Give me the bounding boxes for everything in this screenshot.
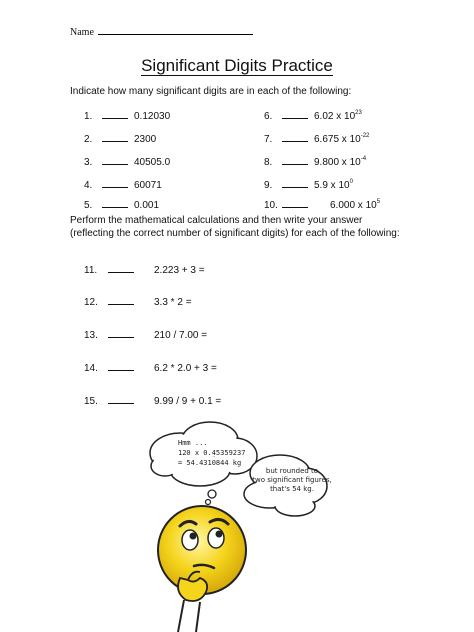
answer-blank[interactable] [102,199,128,208]
name-field-row [70,26,253,38]
thought-text: Hmm ... 120 x 0.45359237 = 54.4310844 kg [178,439,246,467]
question-15: 15. 9.99 / 9 + 0.1 = [84,396,222,407]
answer-blank[interactable] [102,179,128,188]
question-1: 1. 0.12030 [84,111,171,122]
eye-left [182,530,198,550]
question-8: 8. 9.800 x $10^{-4}$ [264,156,367,168]
question-9: 9. 5.9 x $10^0$ [264,179,353,191]
answer-blank[interactable] [102,110,128,119]
answer-blank[interactable] [282,179,308,188]
answer-blank[interactable] [102,133,128,142]
question-5: 5. 0.001 [84,200,160,211]
answer-blank[interactable] [108,362,134,371]
question-7: 7. 6.675 x $10^{-22}$ [264,133,370,145]
speech-text: but rounded to two significant figures, that's 54 kg. [252,467,332,493]
answer-blank[interactable] [282,156,308,165]
question-10: 10. 6.000 x $10^5$ [264,199,381,211]
answer-blank[interactable] [282,110,308,119]
answer-blank[interactable] [282,199,308,208]
name-label: Name [70,27,94,38]
question-11: 11. 2.223 + 3 = [84,265,205,276]
question-2: 2. 2300 [84,134,157,145]
section2-instructions: Perform the mathematical calculations and then write your answer (reflecting the correct number of significant digits) for each of the following: [70,215,400,239]
answer-blank[interactable] [108,329,134,338]
answer-blank[interactable] [108,296,134,305]
question-6: 6. 6.02 x $10^{23}$ [264,110,362,122]
question-12: 12. 3.3 * 2 = [84,297,192,308]
question-13: 13. 210 / 7.00 = [84,330,208,341]
question-3: 3. 40505.0 [84,157,171,168]
answer-blank[interactable] [102,156,128,165]
answer-blank[interactable] [108,395,134,404]
question-14: 14. 6.2 * 2.0 + 3 = [84,363,217,374]
answer-blank[interactable] [108,264,134,273]
eye-right [208,528,224,548]
question-4: 4. 60071 [84,180,162,191]
answer-blank[interactable] [282,133,308,142]
section1-instructions: Indicate how many significant digits are in each of the following: [70,86,352,97]
thought-dot [208,490,216,498]
page-title: Significant Digits Practice [141,56,333,75]
thought-dot [206,500,211,505]
name-blank[interactable] [98,26,253,35]
hand [178,578,207,601]
